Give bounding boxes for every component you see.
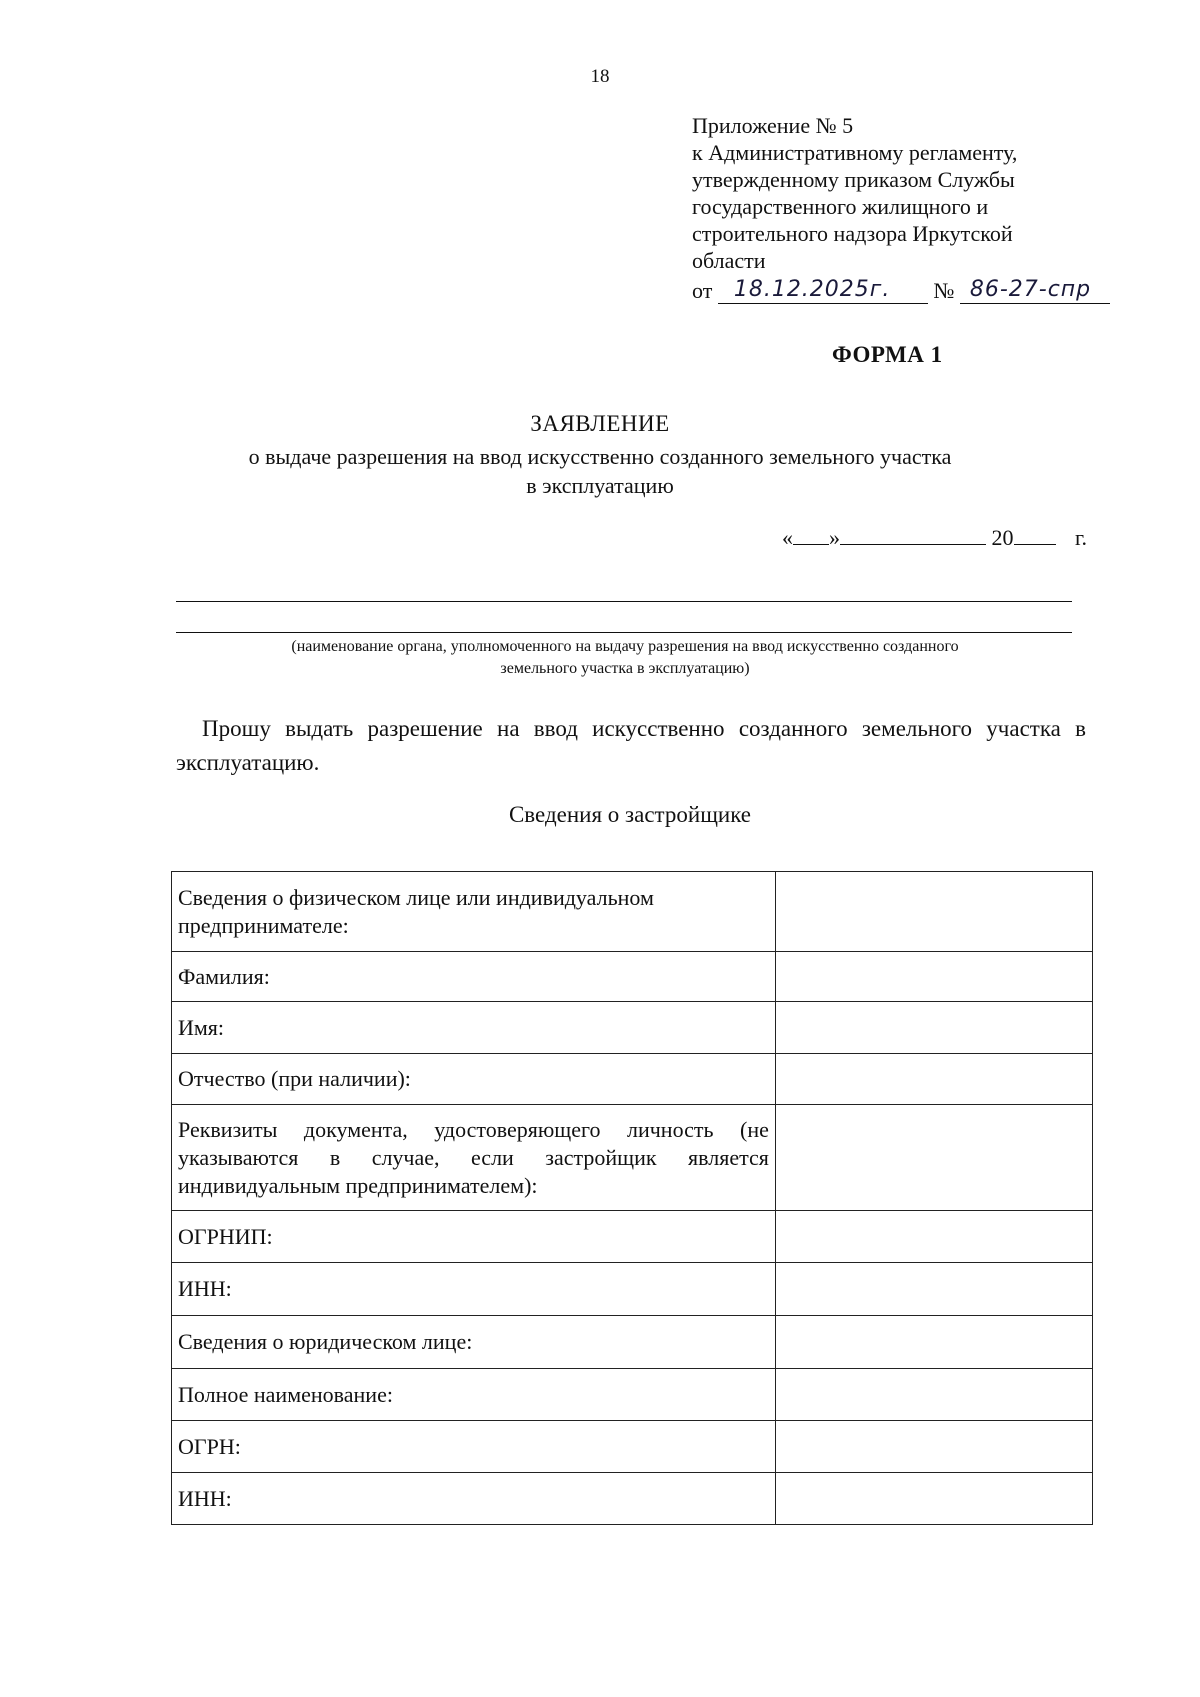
table-row xyxy=(172,1473,1093,1525)
row-value-cell[interactable] xyxy=(775,1002,1092,1054)
table-row xyxy=(172,1316,1093,1369)
section-heading: Сведения о застройщике xyxy=(508,802,752,827)
year-prefix: 20 xyxy=(991,525,1014,550)
row-value-cell[interactable] xyxy=(775,1473,1092,1525)
close-quote: » xyxy=(829,525,840,550)
row-value-cell[interactable] xyxy=(775,952,1092,1002)
row-label: ОГРН: xyxy=(172,1421,776,1473)
row-label: Реквизиты документа, удостоверяющего личность (не указываются в случае, если застройщик является индивидуальным предпринимателем): xyxy=(172,1105,776,1211)
row-label: Имя: xyxy=(172,1002,776,1054)
subtitle-line: в эксплуатацию xyxy=(526,473,674,498)
caption-line: (наименование органа, уполномоченного на выдачу разрешения на ввод искусственно созданного xyxy=(291,638,959,655)
table-row xyxy=(172,1105,1093,1211)
appendix-line: утвержденному приказом Службы xyxy=(692,167,1015,192)
table-row xyxy=(172,1369,1093,1421)
month-blank[interactable] xyxy=(840,524,986,545)
order-date-line xyxy=(692,278,1110,304)
date-prefix: от xyxy=(692,278,713,303)
table-row xyxy=(172,1211,1093,1263)
appendix-line: области xyxy=(692,248,766,273)
document-subtitle xyxy=(150,442,1050,500)
application-date-field xyxy=(782,524,1087,551)
authority-name-line[interactable] xyxy=(176,601,1072,602)
authority-caption xyxy=(150,636,1100,680)
caption-line: земельного участка в эксплуатацию) xyxy=(500,660,750,677)
row-label: ИНН: xyxy=(172,1473,776,1525)
appendix-line: государственного жилищного и xyxy=(692,194,989,219)
form-label: ФОРМА 1 xyxy=(832,342,943,367)
row-label: ИНН: xyxy=(172,1263,776,1316)
row-value-cell[interactable] xyxy=(775,1316,1092,1369)
number-prefix: № xyxy=(933,278,955,303)
handwritten-date: 18.12.2025г. xyxy=(733,277,891,302)
developer-info-table xyxy=(171,871,1093,1525)
authority-name-line[interactable] xyxy=(176,632,1072,633)
row-value-cell[interactable] xyxy=(775,1369,1092,1421)
appendix-block xyxy=(692,112,1017,274)
table-row xyxy=(172,1002,1093,1054)
row-value-cell[interactable] xyxy=(775,1421,1092,1473)
subtitle-line: о выдаче разрешения на ввод искусственно созданного земельного участка xyxy=(248,444,952,469)
table-row xyxy=(172,1054,1093,1105)
row-label: ОГРНИП: xyxy=(172,1211,776,1263)
row-value-cell[interactable] xyxy=(775,1263,1092,1316)
appendix-line: к Административному регламенту, xyxy=(692,140,1018,165)
row-label: Полное наименование: xyxy=(172,1369,776,1421)
row-label: Фамилия: xyxy=(172,952,776,1002)
row-value-cell[interactable] xyxy=(775,1054,1092,1105)
row-label: Сведения о юридическом лице: xyxy=(172,1316,776,1369)
year-blank[interactable] xyxy=(1014,524,1056,545)
table-row xyxy=(172,1263,1093,1316)
open-quote: « xyxy=(782,525,793,550)
order-number-field xyxy=(960,279,1110,304)
appendix-line: Приложение № 5 xyxy=(692,113,854,138)
row-value-cell[interactable] xyxy=(775,1105,1092,1211)
table-row xyxy=(172,952,1093,1002)
row-label: Отчество (при наличии): xyxy=(172,1054,776,1105)
day-blank[interactable] xyxy=(793,524,829,545)
appendix-line: строительного надзора Иркутской xyxy=(692,221,1013,246)
document-title: ЗАЯВЛЕНИЕ xyxy=(530,411,670,436)
order-date-field xyxy=(718,279,928,304)
row-value-cell[interactable] xyxy=(775,872,1092,952)
row-label: Сведения о физическом лице или индивидуальном предпринимателе: xyxy=(172,872,776,952)
page-number: 18 xyxy=(590,66,610,87)
table-row xyxy=(172,872,1093,952)
request-paragraph: Прошу выдать разрешение на ввод искусственно созданного земельного участка в эксплуатацию. xyxy=(176,716,1086,775)
row-value-cell[interactable] xyxy=(775,1211,1092,1263)
year-suffix: г. xyxy=(1075,525,1088,550)
table-row xyxy=(172,1421,1093,1473)
handwritten-number: 86-27-спр xyxy=(969,277,1092,302)
